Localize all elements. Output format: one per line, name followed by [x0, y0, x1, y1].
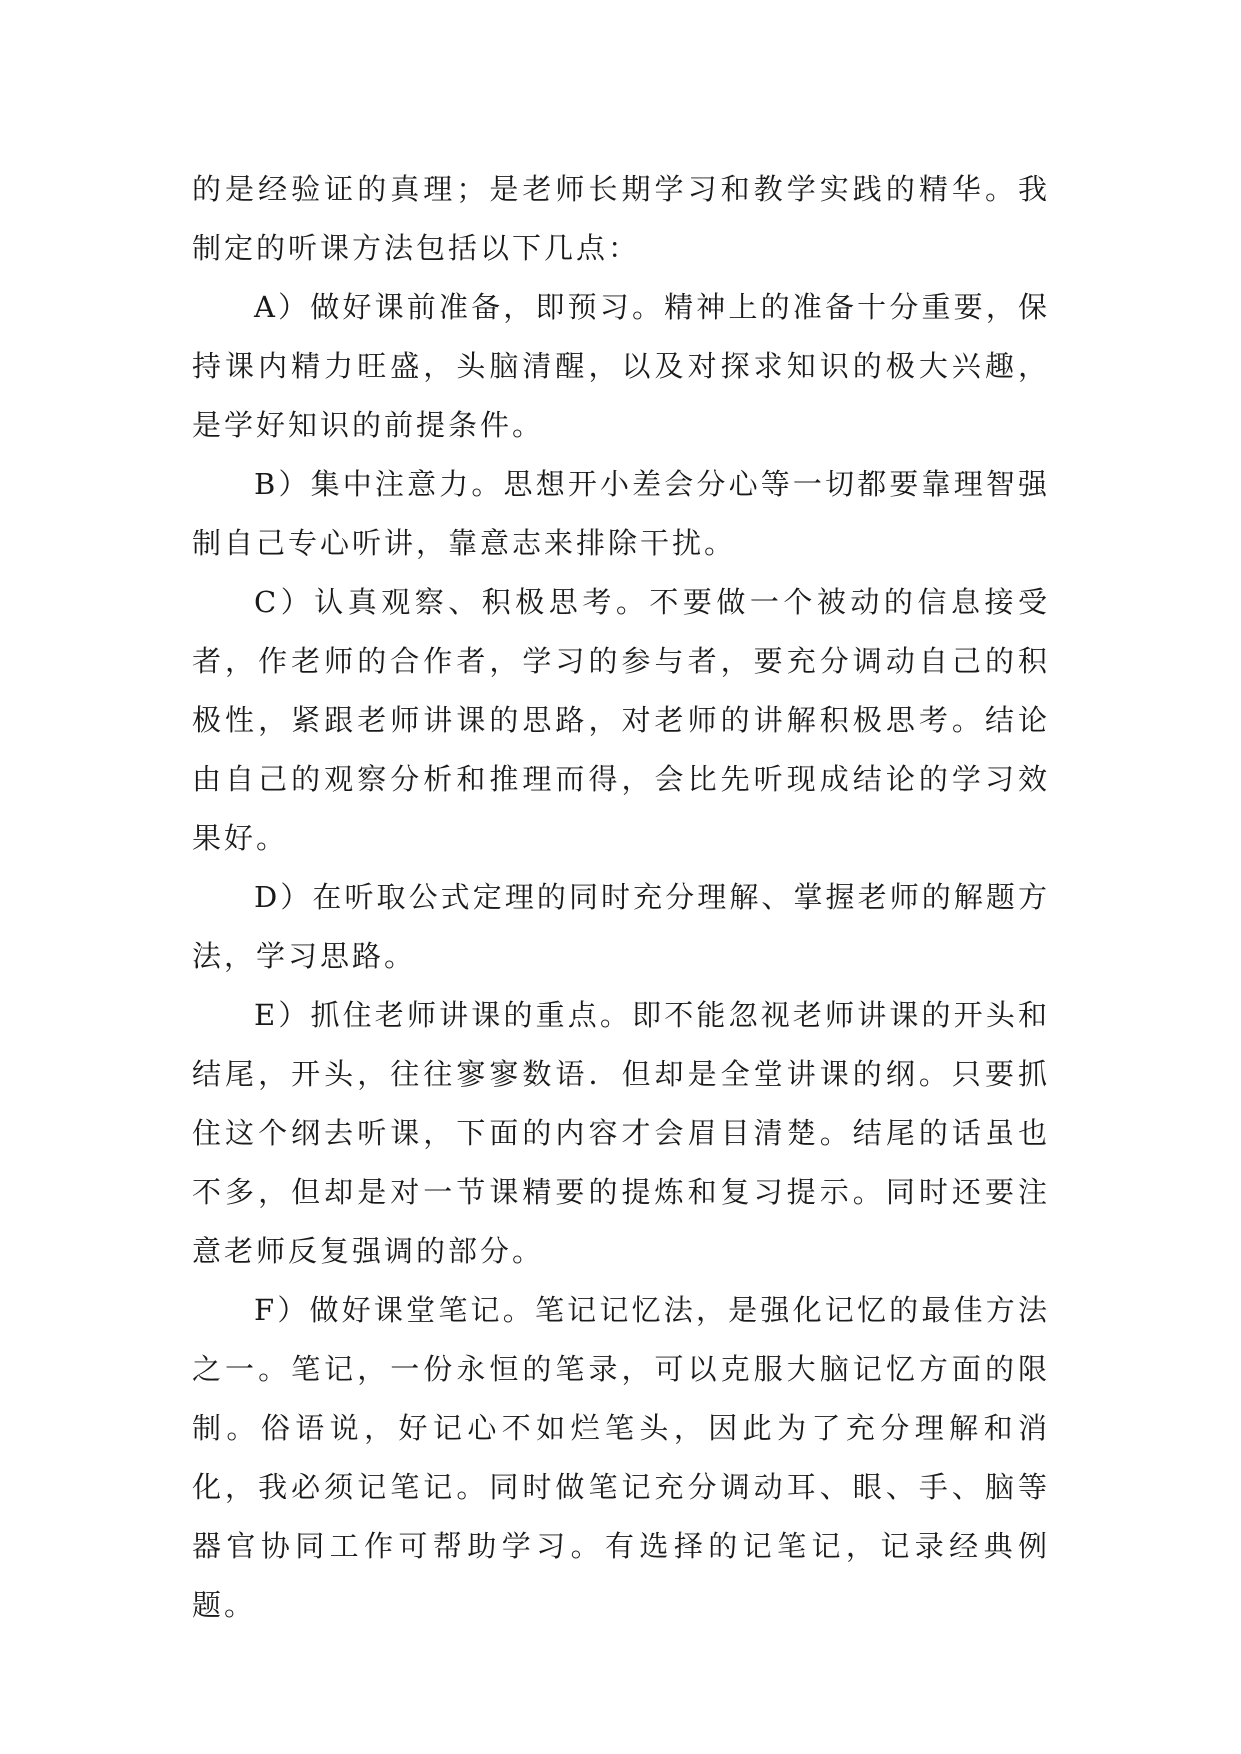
paragraph-item-c: C）认真观察、积极思考。不要做一个被动的信息接受者，作老师的合作者，学习的参与者，要充分调动自己的积极性，紧跟老师讲课的思路，对老师的讲解积极思考。结论由自己的观察分析和推理而得，会比先听现成结论的学习效果好。: [192, 585, 1050, 855]
paragraph-item-d: D）在听取公式定理的同时充分理解、掌握老师的解题方法，学习思路。: [192, 880, 1050, 973]
paragraph-item-a: A）做好课前准备，即预习。精神上的准备十分重要，保持课内精力旺盛，头脑清醒，以及对探求知识的极大兴趣，是学好知识的前提条件。: [192, 290, 1050, 442]
document-body: [192, 160, 1050, 1635]
paragraph-item-b: B）集中注意力。思想开小差会分心等一切都要靠理智强制自己专心听讲，靠意志来排除干扰。: [192, 467, 1050, 560]
paragraph-item-e: E）抓住老师讲课的重点。即不能忽视老师讲课的开头和结尾，开头，往往寥寥数语．但却是全堂讲课的纲。只要抓住这个纲去听课，下面的内容才会眉目清楚。结尾的话虽也不多，但却是对一节课精要的提炼和复习提示。同时还要注意老师反复强调的部分。: [192, 998, 1050, 1268]
paragraph-intro: 的是经验证的真理；是老师长期学习和教学实践的精华。我制定的听课方法包括以下几点：: [192, 172, 1050, 265]
paragraph-item-f: F）做好课堂笔记。笔记记忆法，是强化记忆的最佳方法之一。笔记，一份永恒的笔录，可以克服大脑记忆方面的限制。俗语说，好记心不如烂笔头，因此为了充分理解和消化，我必须记笔记。同时做笔记充分调动耳、眼、手、脑等器官协同工作可帮助学习。有选择的记笔记，记录经典例题。: [192, 1293, 1050, 1622]
